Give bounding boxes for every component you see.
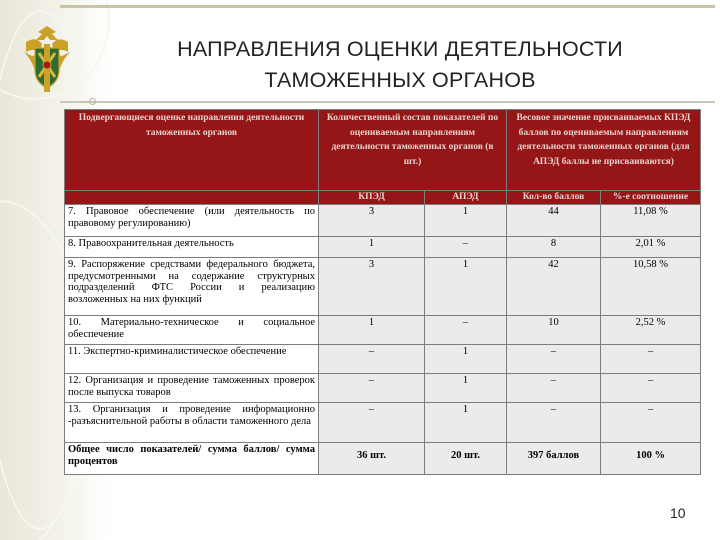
row-aped: 1 (425, 258, 507, 316)
row-points: 10 (507, 316, 601, 345)
row-points: 42 (507, 258, 601, 316)
table-row (65, 403, 701, 443)
total-aped: 20 шт. (425, 443, 507, 475)
row-kped: 3 (319, 205, 425, 237)
row-aped: 1 (425, 403, 507, 443)
row-kped: 1 (319, 237, 425, 258)
bullet-circle-icon (89, 98, 96, 105)
table-row (65, 258, 701, 316)
page-number: 10 (670, 505, 686, 521)
subheader-points: Кол-во баллов (507, 191, 601, 205)
row-name: 7. Правовое обеспечение (или деятельность по правовому регулированию) (65, 205, 319, 237)
row-aped: 1 (425, 374, 507, 403)
table-total-row (65, 443, 701, 475)
row-percent: 2,01 % (601, 237, 701, 258)
row-percent: 10,58 % (601, 258, 701, 316)
row-name: 13. Организация и проведение информационно -разъяснительной работы в области таможенного дела (65, 403, 319, 443)
row-kped: 1 (319, 316, 425, 345)
row-name: 9. Распоряжение средствами федерального бюджета, предусмотренными на содержание структурных подразделений ФТС России и реализацию возложенных на них функций (65, 258, 319, 316)
row-points: – (507, 374, 601, 403)
row-percent: 2,52 % (601, 316, 701, 345)
row-name: 12. Организация и проведение таможенных проверок после выпуска товаров (65, 374, 319, 403)
total-points: 397 баллов (507, 443, 601, 475)
table-row (65, 316, 701, 345)
total-name: Общее число показателей/ сумма баллов/ сумма процентов (65, 443, 319, 475)
row-percent: – (601, 374, 701, 403)
subheader-percent: %-е соотношение (601, 191, 701, 205)
row-points: – (507, 345, 601, 374)
row-aped: – (425, 316, 507, 345)
table-subheader-row (65, 191, 701, 205)
row-points: – (507, 403, 601, 443)
top-rule (60, 5, 715, 8)
row-kped: – (319, 374, 425, 403)
row-aped: – (425, 237, 507, 258)
table-row (65, 374, 701, 403)
header-directions: Подвергающиеся оценке направления деятельности таможенных органов (65, 110, 319, 191)
table-row (65, 205, 701, 237)
title-rule (60, 101, 715, 103)
table-row (65, 237, 701, 258)
subheader-empty-cell (65, 191, 319, 205)
header-weight-value: Весовое значение присваиваемых КПЭД баллов по оцениваемым направлениям деятельности таможенных органов (для АПЭД баллы не присваиваются) (507, 110, 701, 191)
row-kped: 3 (319, 258, 425, 316)
table-header-row (65, 110, 701, 191)
row-name: 10. Материально-техническое и социальное обеспечение (65, 316, 319, 345)
row-kped: – (319, 403, 425, 443)
total-percent: 100 % (601, 443, 701, 475)
subheader-kped: КПЭД (319, 191, 425, 205)
subheader-aped: АПЭД (425, 191, 507, 205)
row-kped: – (319, 345, 425, 374)
row-name: 11. Экспертно-криминалистическое обеспечение (65, 345, 319, 374)
slide-title-line2: ТАМОЖЕННЫХ ОРГАНОВ (264, 68, 536, 92)
customs-emblem-icon (18, 22, 76, 96)
slide-title-line1: НАПРАВЛЕНИЯ ОЦЕНКИ ДЕЯТЕЛЬНОСТИ (177, 37, 623, 61)
row-name: 8. Правоохранительная деятельность (65, 237, 319, 258)
total-kped: 36 шт. (319, 443, 425, 475)
row-points: 8 (507, 237, 601, 258)
table-row (65, 345, 701, 374)
row-points: 44 (507, 205, 601, 237)
header-indicator-count: Количественный состав показателей по оцениваемым направлениям деятельности таможенных органов (в шт.) (319, 110, 507, 191)
evaluation-table (64, 109, 701, 475)
row-percent: – (601, 403, 701, 443)
row-aped: 1 (425, 345, 507, 374)
row-aped: 1 (425, 205, 507, 237)
row-percent: 11,08 % (601, 205, 701, 237)
slide-title (110, 34, 690, 96)
row-percent: – (601, 345, 701, 374)
